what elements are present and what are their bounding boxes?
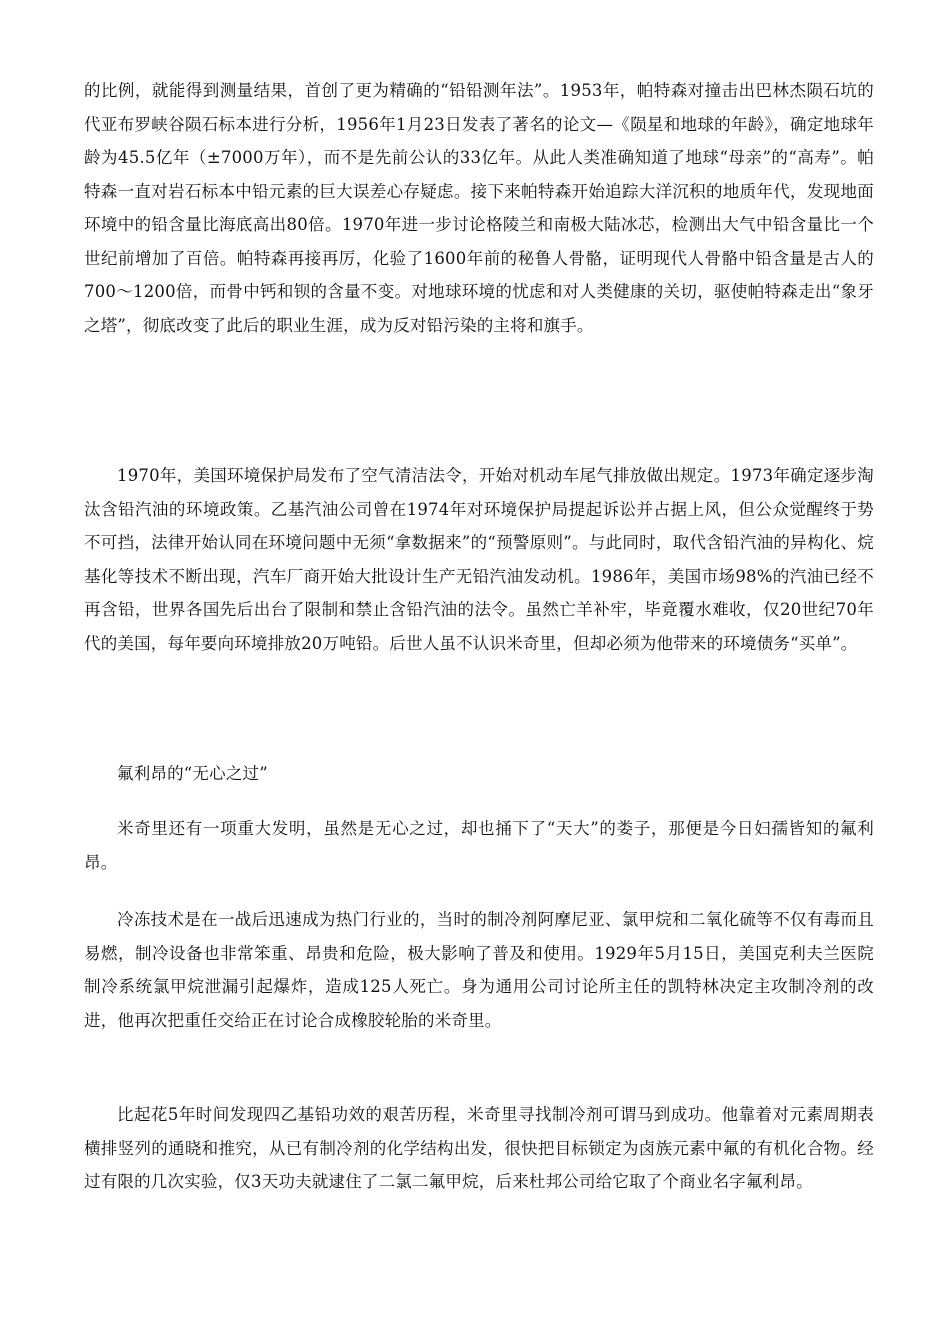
paragraph-freon-discovery: 比起花5年时间发现四乙基铅功效的艰苦历程，米奇里寻找制冷剂可谓马到成功。他靠着对元素周期表横排竖列的通晓和推究，从已有制冷剂的化学结构出发，很快把目标锁定为卤族元素中氟的有机化合物。经过有限的几次实验，仅3天功夫就逮住了二氯二氟甲烷，后来杜邦公司给它取了个商业名字氟利昂。 <box>84 1105 874 1191</box>
paragraph-patterson-earth-age: 的比例，就能得到测量结果，首创了更为精确的“铅铅测年法”。1953年，帕特森对撞击出巴林杰陨石坑的代亚布罗峡谷陨石标本进行分析，1956年1月23日发表了著名的论文—《陨星和地球的年龄》，确定地球年龄为45.5亿年（±7000万年），而不是先前公认的33亿年。从此人类准确知道了地球“母亲”的“高寿”。帕特森一直对岩石标本中铅元素的巨大误差心存疑虑。接下来帕特森开始追踪大洋沉积的地质年代，发现地面环境中的铅含量比海底高出80倍。1970年进一步讨论格陵兰和南极大陆冰芯，检测出大气中铅含量比一个世纪前增加了百倍。帕特森再接再厉，化验了1600年前的秘鲁人骨骼，证明现代人骨骼中铅含量是古人的700～1200倍，而骨中钙和钡的含量不变。对地球环境的忧虑和对人类健康的关切，驱使帕特森走出“象牙之塔”，彻底改变了此后的职业生涯，成为反对铅污染的主将和旗手。 <box>84 81 874 335</box>
section-heading-freon: 氟利昂的“无心之过” <box>117 764 268 783</box>
paragraph-lead-gasoline-ban: 1970年，美国环境保护局发布了空气清洁法令，开始对机动车尾气排放做出规定。1973年确定逐步淘汰含铅汽油的环境政策。乙基汽油公司曾在1974年对环境保护局提起诉讼并占据上风，但公众觉醒终于势不可挡，法律开始认同在环境问题中无须“拿数据来”的“预警原则”。与此同时，取代含铅汽油的异构化、烷基化等技术不断出现，汽车厂商开始大批设计生产无铅汽油发动机。1986年，美国市场98%的汽油已经不再含铅，世界各国先后出台了限制和禁止含铅汽油的法令。虽然亡羊补牢，毕竟覆水难收，仅20世纪70年代的美国，每年要向环境排放20万吨铅。后世人虽不认识米奇里，但却必须为他带来的环境债务“买单”。 <box>84 466 874 653</box>
paragraph-refrigeration-history: 冷冻技术是在一战后迅速成为热门行业的，当时的制冷剂阿摩尼亚、氯甲烷和二氧化硫等不仅有毒而且易燃，制冷设备也非常笨重、昂贵和危险，极大影响了普及和使用。1929年5月15日，美国克利夫兰医院制冷系统氯甲烷泄漏引起爆炸，造成125人死亡。身为通用公司讨论所主任的凯特林决定主攻制冷剂的改进，他再次把重任交给正在讨论合成橡胶轮胎的米奇里。 <box>84 910 874 1030</box>
paragraph-freon-intro: 米奇里还有一项重大发明，虽然是无心之过，却也捅下了“天大”的娄子，那便是今日妇孺皆知的氟利昂。 <box>84 819 874 872</box>
